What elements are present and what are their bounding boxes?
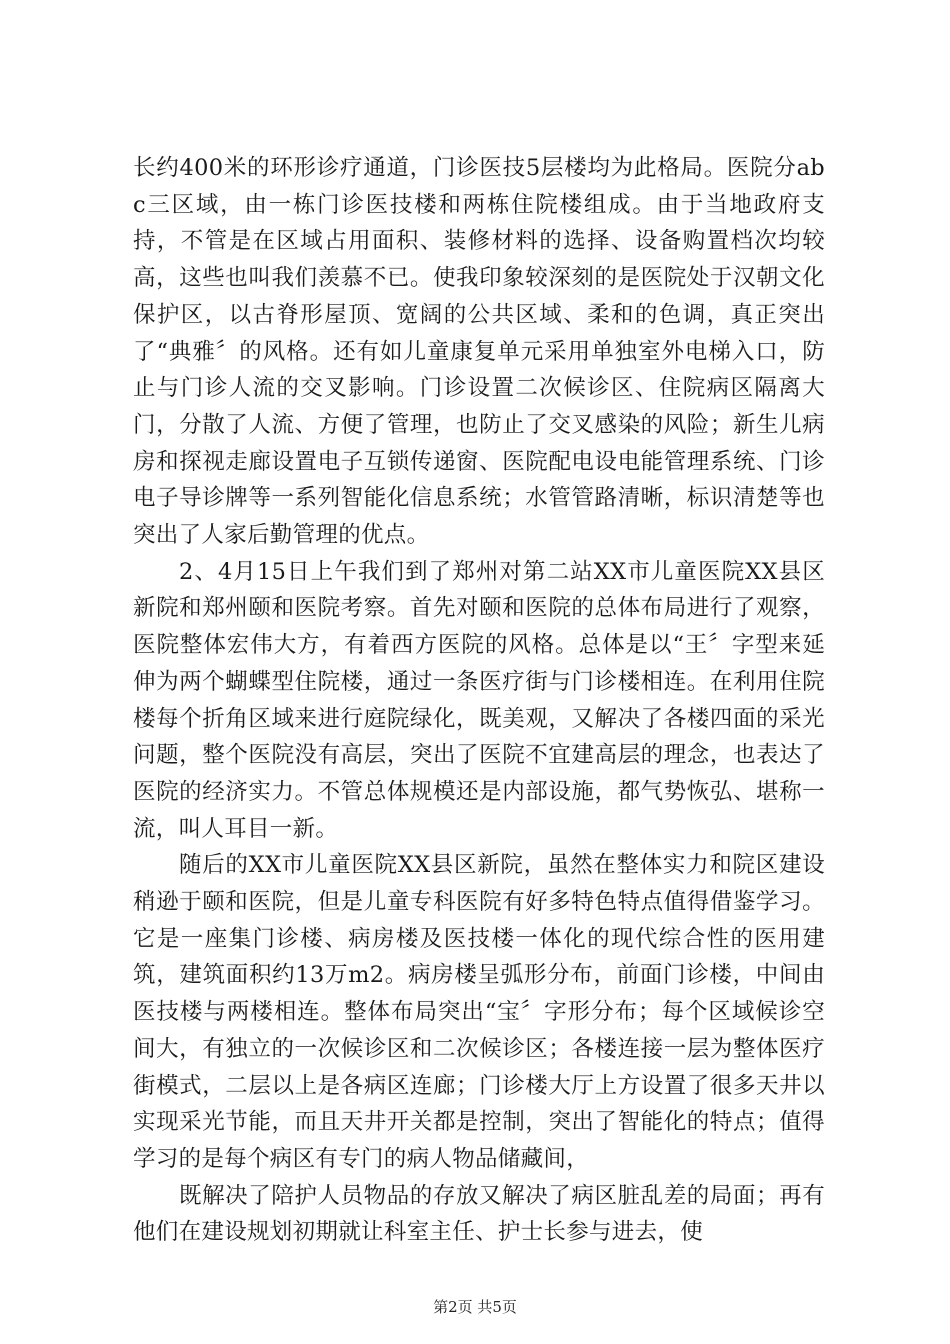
paragraph-1: 长约400米的环形诊疗通道，门诊医技5层楼均为此格局。医院分abc三区域，由一栋门诊医技楼和两栋住院楼组成。由于当地政府支持，不管是在区域占用面积、装修材料的选择、设备购置档次均较高，这些也叫我们羡慕不已。使我印象较深刻的是医院处于汉朝文化保护区，以古脊形屋顶、宽阔的公共区域、柔和的色调，真正突出了“典雅〞的风格。还有如儿童康复单元采用单独室外电梯入口，防止与门诊人流的交叉影响。门诊设置二次候诊区、住院病区隔离大门，分散了人流、方便了管理，也防止了交叉感染的风险；新生儿病房和探视走廊设置电子互锁传递窗、医院配电设电能管理系统、门诊电子导诊牌等一系列智能化信息系统；水管管路清晰，标识清楚等也突出了人家后勤管理的优点。	[133, 155, 825, 549]
paragraph-4: 既解决了陪护人员物品的存放又解决了病区脏乱差的局面；再有他们在建设规划初期就让科室主任、护士长参与进去，使	[133, 1182, 825, 1246]
document-body	[133, 150, 825, 1251]
page-number-footer: 第2页 共5页	[433, 1298, 517, 1316]
paragraph-2: 2、4月15日上午我们到了郑州对第二站XX市儿童医院XX县区新院和郑州颐和医院考察。首先对颐和医院的总体布局进行了观察，医院整体宏伟大方，有着西方医院的风格。总体是以“王〞字型来延伸为两个蝴蝶型住院楼，通过一条医疗街与门诊楼相连。在利用住院楼每个折角区域来进行庭院绿化，既美观，又解决了各楼四面的采光问题，整个医院没有高层，突出了医院不宜建高层的理念，也表达了医院的经济实力。不管总体规模还是内部设施，都气势恢弘、堪称一流，叫人耳目一新。	[133, 558, 825, 842]
paragraph-3: 随后的XX市儿童医院XX县区新院，虽然在整体实力和院区建设稍逊于颐和医院，但是儿童专科医院有好多特色特点值得借鉴学习。它是一座集门诊楼、病房楼及医技楼一体化的现代综合性的医用建筑，建筑面积约13万m2。病房楼呈弧形分布，前面门诊楼，中间由医技楼与两楼相连。整体布局突出“宝〞字形分布；每个区域候诊空间大，有独立的一次候诊区和二次候诊区；各楼连接一层为整体医疗街模式，二层以上是各病区连廊；门诊楼大厅上方设置了很多天井以实现采光节能，而且天井开关都是控制，突出了智能化的特点；值得学习的是每个病区有专门的病人物品储藏间，	[133, 852, 825, 1172]
